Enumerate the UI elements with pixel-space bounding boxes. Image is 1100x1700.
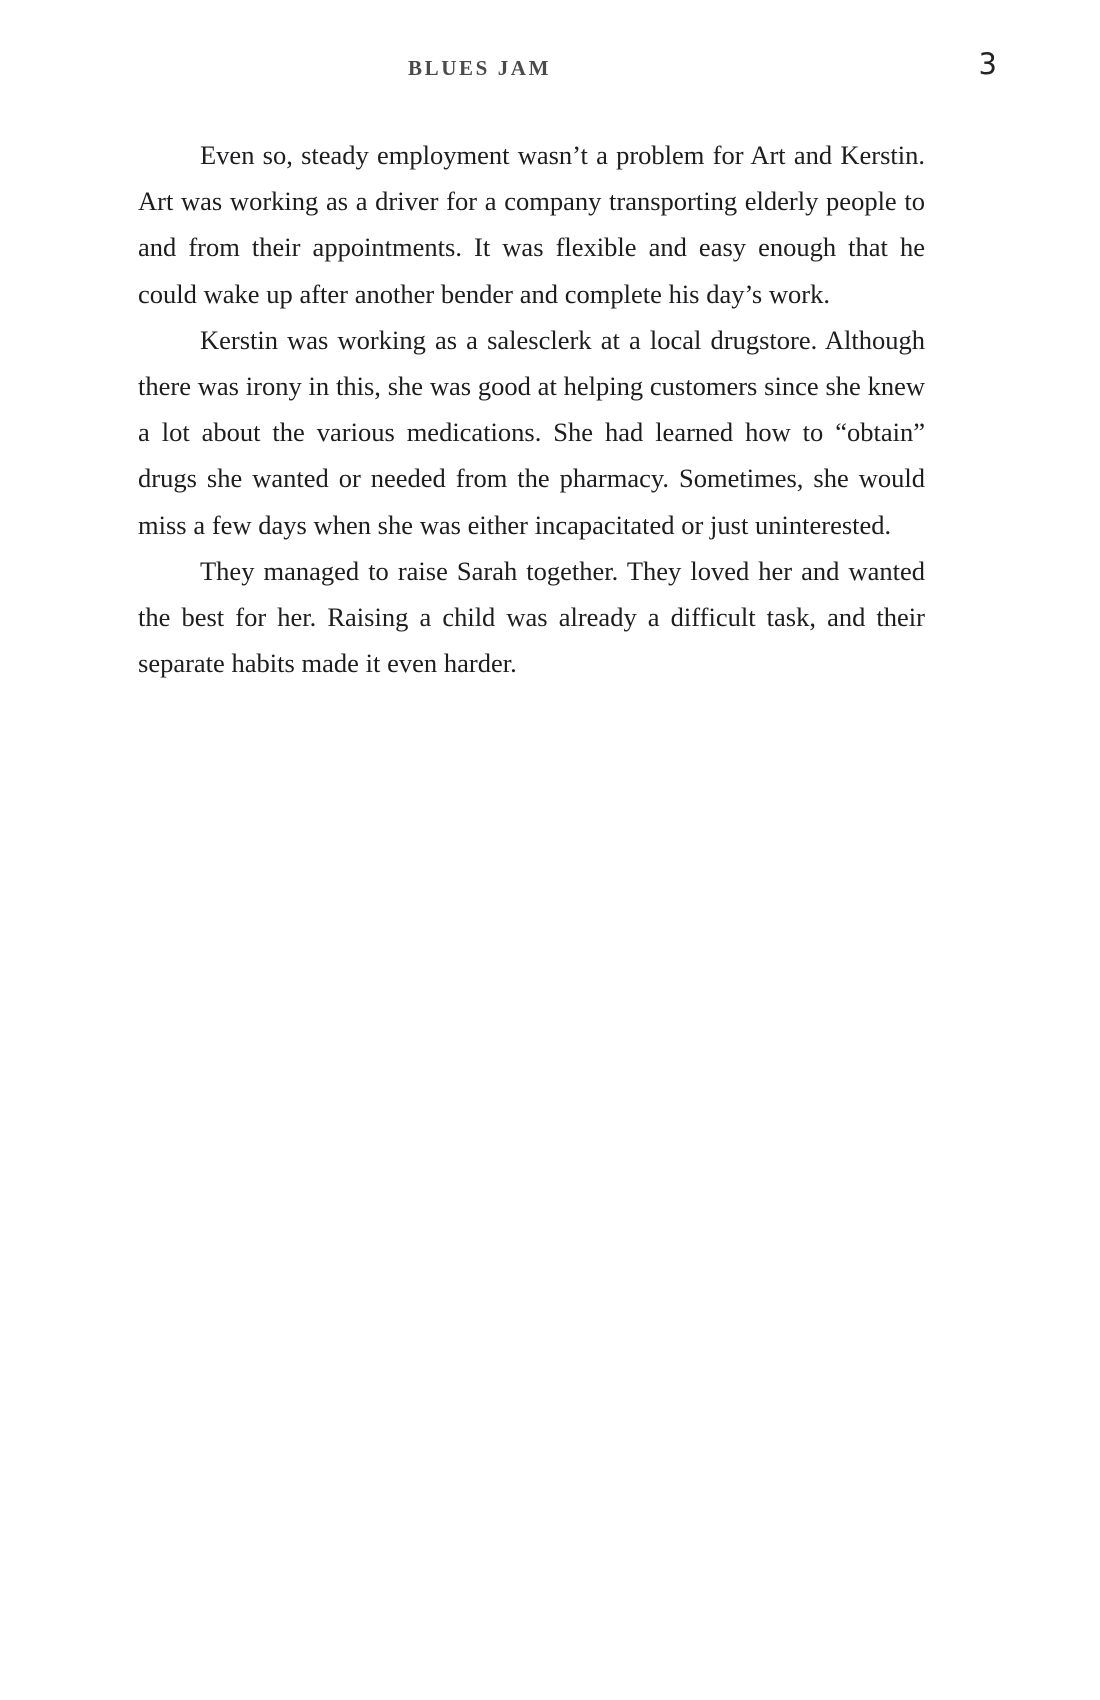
paragraph: They managed to raise Sarah together. They loved her and wanted the best for her. Raising a child was already a difficult task, and their separate habits made it even harder. xyxy=(138,555,925,679)
page-number: 3 xyxy=(978,47,997,81)
body-text-block xyxy=(138,132,925,686)
paragraph: Even so, steady employment wasn’t a problem for Art and Kerstin. Art was working as a driver for a company transporting elderly people to and from their appointments. It was flexible and easy enough that he could wake up after another bender and complete his day’s work. xyxy=(138,140,925,309)
running-head xyxy=(138,47,997,90)
paragraph: Kerstin was working as a salesclerk at a local drugstore. Although there was irony in this, she was good at helping customers since she knew a lot about the various medications. She had learned how to “obtain” drugs she wanted or needed from the pharmacy. Sometimes, she would miss a few days when she was either incapacitated or just uninterested. xyxy=(138,324,925,540)
running-head-title: BLUES JAM xyxy=(407,56,551,80)
